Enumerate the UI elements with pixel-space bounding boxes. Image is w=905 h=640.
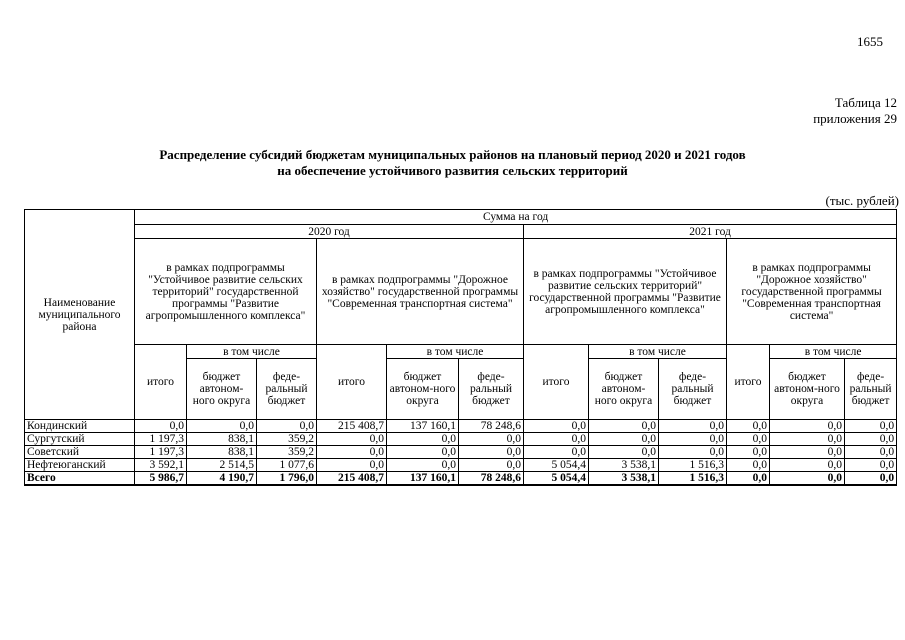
header-autonomous-budget: бюджет автоном-ного округа	[187, 359, 257, 420]
page-number: 1655	[857, 34, 883, 49]
value-cell: 0,0	[727, 446, 770, 459]
header-autonomous-budget: бюджет автоном-ного округа	[589, 359, 659, 420]
value-cell: 0,0	[659, 420, 727, 433]
district-name-cell: Всего	[25, 472, 135, 486]
subsidy-table	[24, 209, 897, 486]
value-cell: 359,2	[257, 433, 317, 446]
value-cell: 0,0	[257, 420, 317, 433]
value-cell: 0,0	[845, 420, 897, 433]
value-cell: 0,0	[317, 433, 387, 446]
value-cell: 0,0	[387, 433, 459, 446]
value-cell: 0,0	[135, 420, 187, 433]
value-cell: 137 160,1	[387, 420, 459, 433]
value-cell: 0,0	[770, 446, 845, 459]
table-ref-line2: приложения 29	[813, 111, 897, 126]
header-year-2021: 2021 год	[524, 225, 897, 239]
value-cell: 3 538,1	[589, 459, 659, 472]
table-row	[25, 459, 897, 472]
value-cell: 0,0	[845, 446, 897, 459]
value-cell: 78 248,6	[459, 420, 524, 433]
header-total: итого	[317, 345, 387, 420]
district-name-cell: Советский	[25, 446, 135, 459]
value-cell: 0,0	[317, 446, 387, 459]
value-cell: 0,0	[317, 459, 387, 472]
value-cell: 3 538,1	[589, 472, 659, 486]
value-cell: 0,0	[459, 459, 524, 472]
value-cell: 1 516,3	[659, 472, 727, 486]
title-line2: на обеспечение устойчивого развития сельских территорий	[277, 163, 628, 178]
value-cell: 5 986,7	[135, 472, 187, 486]
value-cell: 0,0	[459, 433, 524, 446]
value-cell: 0,0	[589, 420, 659, 433]
value-cell: 0,0	[524, 446, 589, 459]
units-label: (тыс. рублей)	[825, 193, 899, 208]
header-federal-budget: феде-ральный бюджет	[257, 359, 317, 420]
header-total: итого	[524, 345, 589, 420]
table-row	[25, 446, 897, 459]
title-line1: Распределение субсидий бюджетам муниципальных районов на плановый период 2020 и 2021 годов	[159, 147, 746, 162]
value-cell: 1 197,3	[135, 433, 187, 446]
value-cell: 0,0	[727, 433, 770, 446]
value-cell: 0,0	[459, 446, 524, 459]
value-cell: 0,0	[845, 472, 897, 486]
header-program-rural-2020: в рамках подпрограммы "Устойчивое развитие сельских территорий" государственной программы "Развитие агропромышленного комплекса"	[135, 239, 317, 345]
value-cell: 0,0	[589, 446, 659, 459]
value-cell: 215 408,7	[317, 472, 387, 486]
district-name-cell: Сургутский	[25, 433, 135, 446]
table-header	[25, 210, 897, 420]
header-total: итого	[727, 345, 770, 420]
value-cell: 0,0	[845, 433, 897, 446]
value-cell: 0,0	[727, 459, 770, 472]
header-including: в том числе	[770, 345, 897, 359]
value-cell: 0,0	[524, 420, 589, 433]
document-title	[0, 147, 905, 179]
value-cell: 0,0	[727, 472, 770, 486]
table-row	[25, 420, 897, 433]
value-cell: 0,0	[387, 459, 459, 472]
header-year-2020: 2020 год	[135, 225, 524, 239]
header-sum-year: Сумма на год	[135, 210, 897, 225]
value-cell: 1 516,3	[659, 459, 727, 472]
value-cell: 0,0	[524, 433, 589, 446]
value-cell: 5 054,4	[524, 459, 589, 472]
value-cell: 0,0	[770, 433, 845, 446]
value-cell: 215 408,7	[317, 420, 387, 433]
value-cell: 0,0	[187, 420, 257, 433]
value-cell: 1 077,6	[257, 459, 317, 472]
header-including: в том числе	[387, 345, 524, 359]
value-cell: 2 514,5	[187, 459, 257, 472]
value-cell: 0,0	[659, 433, 727, 446]
value-cell: 838,1	[187, 433, 257, 446]
header-federal-budget: феде-ральный бюджет	[659, 359, 727, 420]
header-program-road-2021: в рамках подпрограммы "Дорожное хозяйство" государственной программы "Современная транспортная система"	[727, 239, 897, 345]
header-including: в том числе	[589, 345, 727, 359]
table-row-total	[25, 472, 897, 486]
header-autonomous-budget: бюджет автоном-ного округа	[387, 359, 459, 420]
value-cell: 0,0	[770, 472, 845, 486]
header-program-rural-2021: в рамках подпрограммы "Устойчивое развитие сельских территорий" государственной программы "Развитие агропромышленного комплекса"	[524, 239, 727, 345]
header-total: итого	[135, 345, 187, 420]
table-row	[25, 433, 897, 446]
value-cell: 0,0	[727, 420, 770, 433]
district-name-cell: Нефтеюганский	[25, 459, 135, 472]
value-cell: 0,0	[387, 446, 459, 459]
district-name-cell: Кондинский	[25, 420, 135, 433]
header-program-road-2020: в рамках подпрограммы "Дорожное хозяйство" государственной программы "Современная транспортная система"	[317, 239, 524, 345]
table-reference	[813, 95, 897, 127]
value-cell: 4 190,7	[187, 472, 257, 486]
value-cell: 0,0	[770, 420, 845, 433]
value-cell: 1 197,3	[135, 446, 187, 459]
value-cell: 78 248,6	[459, 472, 524, 486]
table-body	[25, 420, 897, 486]
value-cell: 5 054,4	[524, 472, 589, 486]
value-cell: 0,0	[659, 446, 727, 459]
header-including: в том числе	[187, 345, 317, 359]
header-autonomous-budget: бюджет автоном-ного округа	[770, 359, 845, 420]
header-federal-budget: феде-ральный бюджет	[845, 359, 897, 420]
table-ref-line1: Таблица 12	[834, 95, 897, 110]
header-federal-budget: феде-ральный бюджет	[459, 359, 524, 420]
value-cell: 137 160,1	[387, 472, 459, 486]
value-cell: 838,1	[187, 446, 257, 459]
value-cell: 3 592,1	[135, 459, 187, 472]
value-cell: 0,0	[770, 459, 845, 472]
value-cell: 0,0	[589, 433, 659, 446]
value-cell: 1 796,0	[257, 472, 317, 486]
value-cell: 0,0	[845, 459, 897, 472]
value-cell: 359,2	[257, 446, 317, 459]
header-name-column: Наименование муниципального района	[25, 210, 135, 420]
